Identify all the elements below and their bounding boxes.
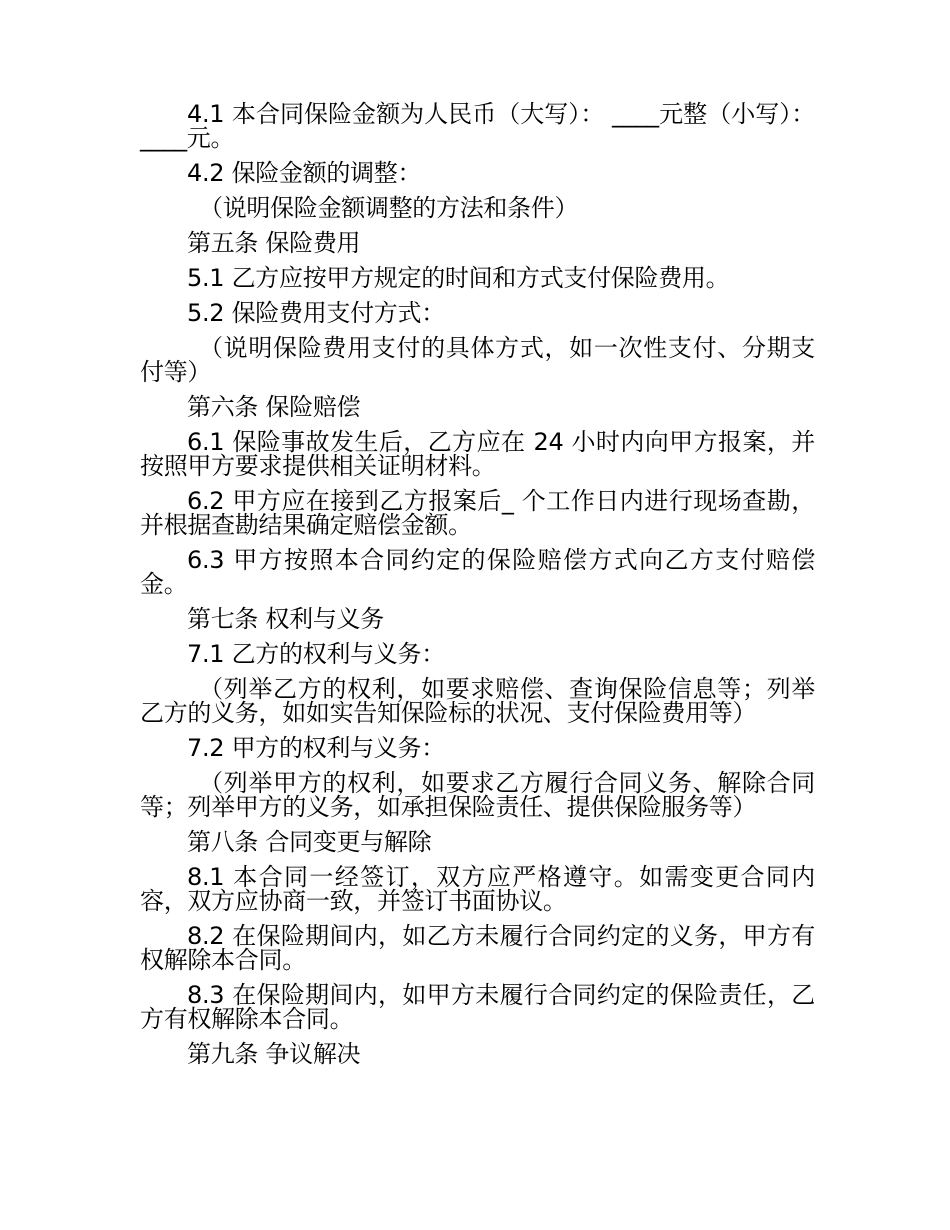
- article-7-heading: 第七条 权利与义务: [187, 605, 384, 633]
- clause-6-1: 6.1 保险事故发生后，乙方应在 24 小时内向甲方报案，并按照甲方要求提供相关证明材料。: [140, 428, 815, 480]
- clause-8-2: 8.2 在保险期间内，如乙方未履行合同约定的义务，甲方有权解除本合同。: [140, 922, 815, 974]
- clause-5-2-note: （说明保险费用支付的具体方式，如一次性支付、分期支付等）: [140, 334, 815, 386]
- clause-8-3: 8.3 在保险期间内，如甲方未履行合同约定的保险责任，乙方有权解除本合同。: [140, 981, 815, 1033]
- article-9-heading: 第九条 争议解决: [187, 1040, 361, 1068]
- clause-7-2-note: （列举甲方的权利，如要求乙方履行合同义务、解除合同等；列举甲方的义务，如承担保险责任、提供保险服务等）: [140, 769, 815, 821]
- clause-7-1-note: （列举乙方的权利，如要求赔偿、查询保险信息等；列举乙方的义务，如如实告知保险标的状况、支付保险费用等）: [140, 675, 815, 727]
- article-5-heading: 第五条 保险费用: [187, 229, 361, 257]
- article-6-heading: 第六条 保险赔偿: [187, 393, 361, 421]
- clause-7-2: 7.2 甲方的权利与义务：: [187, 734, 445, 762]
- article-8-heading: 第八条 合同变更与解除: [187, 828, 432, 856]
- clause-7-1: 7.1 乙方的权利与义务：: [187, 640, 445, 668]
- clause-8-1: 8.1 本合同一经签订，双方应严格遵守。如需变更合同内容，双方应协商一致，并签订书面协议。: [140, 863, 815, 915]
- clause-5-1: 5.1 乙方应按甲方规定的时间和方式支付保险费用。: [187, 264, 730, 292]
- clause-4-2: 4.2 保险金额的调整：: [187, 159, 422, 187]
- clause-6-3: 6.3 甲方按照本合同约定的保险赔偿方式向乙方支付赔偿金。: [140, 546, 815, 598]
- clause-6-2: 6.2 甲方应在接到乙方报案后_ 个工作日内进行现场查勘，并根据查勘结果确定赔偿金额。: [140, 487, 815, 539]
- clause-5-2: 5.2 保险费用支付方式：: [187, 299, 445, 327]
- clause-4-2-note: （说明保险金额调整的方法和条件）: [199, 194, 579, 222]
- document-page: [140, 102, 815, 1077]
- clause-4-1: 4.1 本合同保险金额为人民币（大写）： ____元整（小写）： ____元。: [140, 100, 815, 152]
